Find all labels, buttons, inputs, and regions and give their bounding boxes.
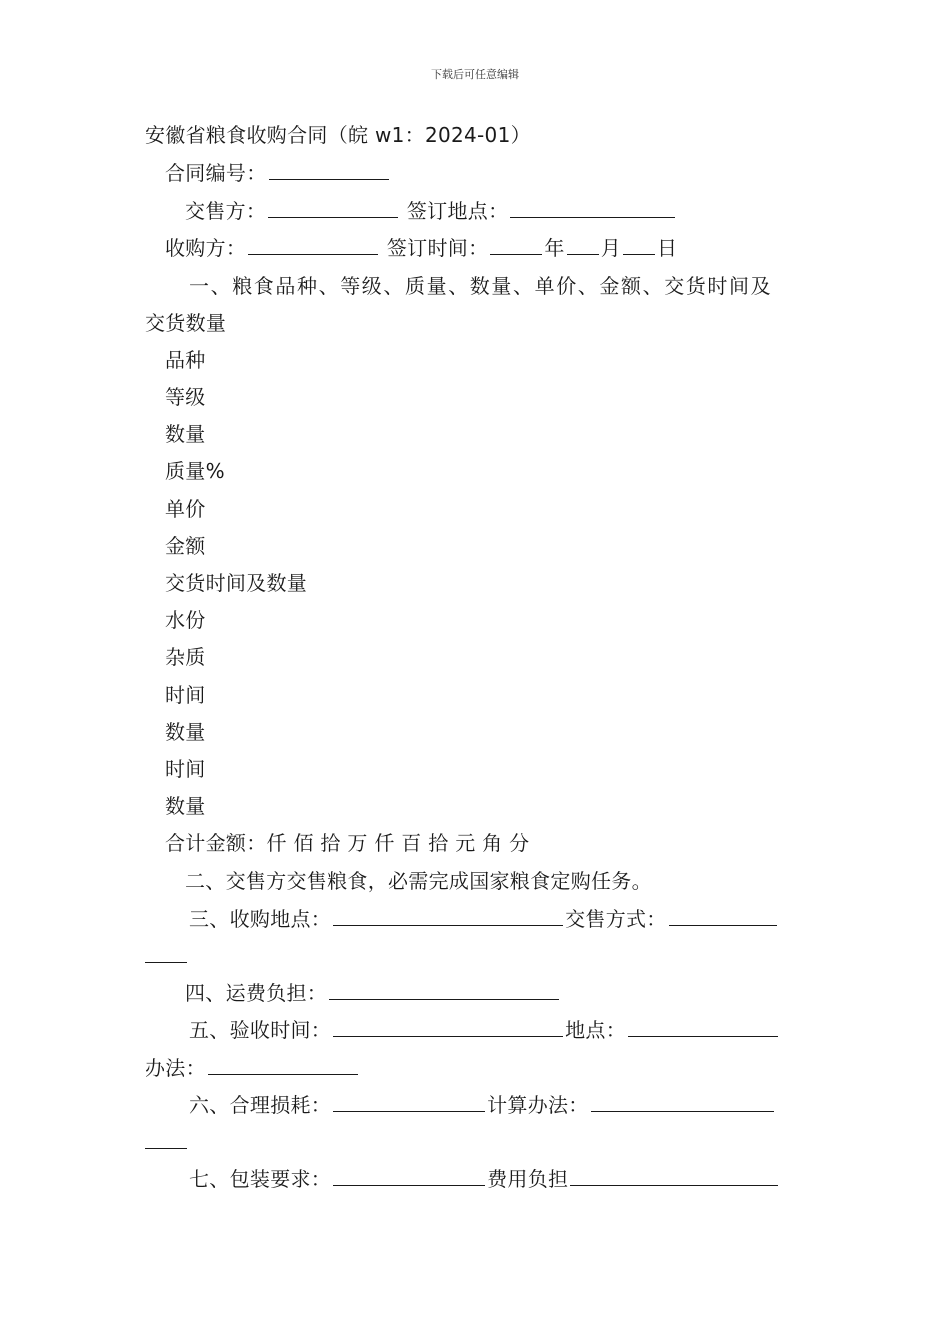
item-quality: 质量% bbox=[165, 459, 225, 483]
item-unit-price: 单价 bbox=[165, 497, 206, 521]
item-amount: 金额 bbox=[165, 534, 206, 558]
total-amount-line: 合计金额：仟 佰 拾 万 仟 百 拾 元 角 分 bbox=[165, 831, 530, 855]
item-quantity-2: 数量 bbox=[165, 794, 206, 818]
acceptance-time-blank[interactable] bbox=[333, 1016, 563, 1037]
item-moisture: 水份 bbox=[165, 608, 206, 632]
item-delivery: 交货时间及数量 bbox=[165, 571, 308, 595]
year-label: 年 bbox=[544, 236, 565, 260]
section-6-line bbox=[189, 1091, 776, 1118]
packaging-blank[interactable] bbox=[333, 1165, 485, 1186]
acceptance-method-blank[interactable] bbox=[208, 1054, 358, 1075]
section-3-line bbox=[189, 905, 779, 932]
year-blank[interactable] bbox=[490, 234, 542, 255]
section-1-heading: 一、粮食品种、等级、质量、数量、单价、金额、交货时间及 bbox=[189, 274, 773, 298]
buyer-line bbox=[165, 234, 677, 261]
contract-number-blank[interactable] bbox=[269, 159, 389, 180]
item-impurity: 杂质 bbox=[165, 645, 206, 669]
delivery-method-label: 交售方式： bbox=[565, 907, 667, 931]
purchase-place-blank[interactable] bbox=[333, 905, 563, 926]
section-3-cont bbox=[145, 942, 189, 969]
section-4-line bbox=[185, 979, 561, 1006]
day-blank[interactable] bbox=[623, 234, 655, 255]
calc-method-blank-cont[interactable] bbox=[145, 1128, 187, 1149]
month-blank[interactable] bbox=[567, 234, 599, 255]
freight-label: 四、运费负担： bbox=[185, 981, 328, 1005]
packaging-label: 七、包装要求： bbox=[189, 1167, 332, 1191]
section-7-line bbox=[189, 1165, 780, 1192]
seller-blank[interactable] bbox=[268, 197, 398, 218]
freight-blank[interactable] bbox=[329, 979, 559, 1000]
cost-bearer-blank[interactable] bbox=[570, 1165, 778, 1186]
item-quantity-1: 数量 bbox=[165, 720, 206, 744]
acceptance-time-label: 五、验收时间： bbox=[189, 1018, 332, 1042]
sign-place-blank[interactable] bbox=[510, 197, 675, 218]
section-2: 二、交售方交售粮食，必需完成国家粮食定购任务。 bbox=[185, 869, 652, 893]
contract-number-label: 合同编号： bbox=[165, 161, 267, 185]
buyer-label: 收购方： bbox=[165, 236, 247, 260]
item-grade: 等级 bbox=[165, 385, 206, 409]
delivery-method-blank-cont[interactable] bbox=[145, 942, 187, 963]
calc-method-blank[interactable] bbox=[591, 1091, 774, 1112]
item-quantity: 数量 bbox=[165, 422, 206, 446]
contract-number-line bbox=[165, 159, 391, 186]
month-label: 月 bbox=[600, 236, 621, 260]
purchase-place-label: 三、收购地点： bbox=[189, 907, 332, 931]
page-header: 下载后可任意编辑 bbox=[431, 68, 519, 81]
seller-label: 交售方： bbox=[185, 199, 267, 223]
document-title: 安徽省粮食收购合同（皖 w1：2024-01） bbox=[145, 123, 531, 147]
loss-blank[interactable] bbox=[333, 1091, 485, 1112]
acceptance-method-label: 办法： bbox=[145, 1056, 206, 1080]
item-time-1: 时间 bbox=[165, 683, 206, 707]
loss-label: 六、合理损耗： bbox=[189, 1093, 332, 1117]
item-time-2: 时间 bbox=[165, 757, 206, 781]
cost-bearer-label: 费用负担 bbox=[487, 1167, 569, 1191]
section-5-line bbox=[189, 1016, 780, 1043]
delivery-method-blank[interactable] bbox=[669, 905, 777, 926]
section-1-heading-cont: 交货数量 bbox=[145, 311, 227, 335]
seller-line bbox=[185, 197, 677, 224]
acceptance-place-label: 地点： bbox=[565, 1018, 627, 1042]
buyer-blank[interactable] bbox=[248, 234, 378, 255]
sign-time-label: 签订时间： bbox=[386, 236, 489, 260]
item-variety: 品种 bbox=[165, 348, 206, 372]
section-6-cont bbox=[145, 1128, 189, 1155]
acceptance-place-blank[interactable] bbox=[628, 1016, 778, 1037]
section-5-cont bbox=[145, 1054, 360, 1081]
calc-method-label: 计算办法： bbox=[487, 1093, 589, 1117]
day-label: 日 bbox=[657, 236, 678, 260]
sign-place-label: 签订地点： bbox=[406, 199, 509, 223]
